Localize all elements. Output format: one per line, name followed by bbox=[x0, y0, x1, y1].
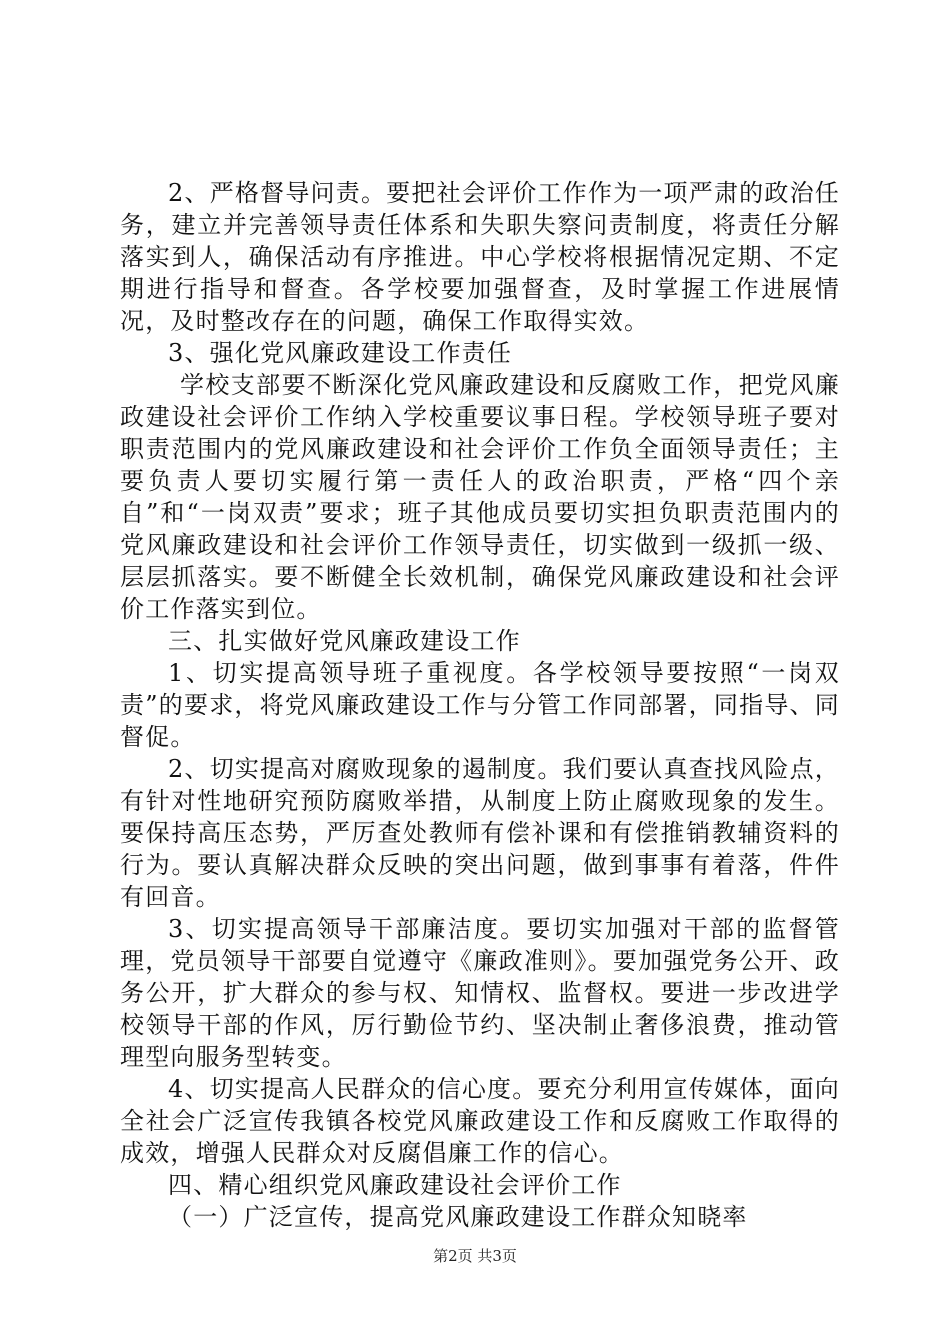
section-heading-four: 四、精心组织党风廉政建设社会评价工作 bbox=[168, 1171, 622, 1199]
paragraph-branch-responsibility: 学校支部要不断深化党风廉政建设和反腐败工作，把党风廉政建设社会评价工作纳入学校重要议事日程。学校领导班子要对职责范围内的党风廉政建设和社会评价工作负全面领导责任；主要负责人要切实履行第一责任人的政治职责，严格“四个亲自”和“一岗双责”要求；班子其他成员要切实担负职责范围内的党风廉政建设和社会评价工作领导责任，切实做到一级抓一级、层层抓落实。要不断健全长效机制，确保党风廉政建设和社会评价工作落实到位。 bbox=[120, 371, 840, 623]
paragraph-corruption-containment: 2、切实提高对腐败现象的遏制度。我们要认真查找风险点，有针对性地研究预防腐败举措，从制度上防止腐败现象的发生。要保持高压态势，严厉查处教师有偿补课和有偿推销教辅资料的行为。要认真解决群众反映的突出问题，做到事事有着落，件件有回音。 bbox=[120, 755, 840, 911]
paragraph-leadership-attention: 1、切实提高领导班子重视度。各学校领导要按照“一岗双责”的要求，将党风廉政建设工作与分管工作同部署，同指导、同督促。 bbox=[120, 659, 840, 751]
subsection-heading-publicity: （一）广泛宣传，提高党风廉政建设工作群众知晓率 bbox=[168, 1203, 748, 1231]
section-heading-three: 三、扎实做好党风廉政建设工作 bbox=[168, 627, 521, 655]
paragraph-supervision-accountability: 2、严格督导问责。要把社会评价工作作为一项严肃的政治任务，建立并完善领导责任体系和失职失察问责制度，将责任分解落实到人，确保活动有序推进。中心学校将根据情况定期、不定期进行指导和督查。各学校要加强督查，及时掌握工作进展情况，及时整改存在的问题，确保工作取得实效。 bbox=[120, 179, 840, 335]
document-body bbox=[120, 177, 840, 1233]
heading-strengthen-responsibility: 3、强化党风廉政建设工作责任 bbox=[168, 339, 513, 367]
page-number-footer: 第2页 共3页 bbox=[433, 1247, 517, 1265]
paragraph-cadre-integrity: 3、切实提高领导干部廉洁度。要切实加强对干部的监督管理，党员领导干部要自觉遵守《廉政准则》。要加强党务公开、政务公开，扩大群众的参与权、知情权、监督权。要进一步改进学校领导干部的作风，厉行勤俭节约、坚决制止奢侈浪费，推动管理型向服务型转变。 bbox=[120, 915, 840, 1071]
paragraph-public-confidence: 4、切实提高人民群众的信心度。要充分利用宣传媒体，面向全社会广泛宣传我镇各校党风廉政建设工作和反腐败工作取得的成效，增强人民群众对反腐倡廉工作的信心。 bbox=[120, 1075, 840, 1167]
